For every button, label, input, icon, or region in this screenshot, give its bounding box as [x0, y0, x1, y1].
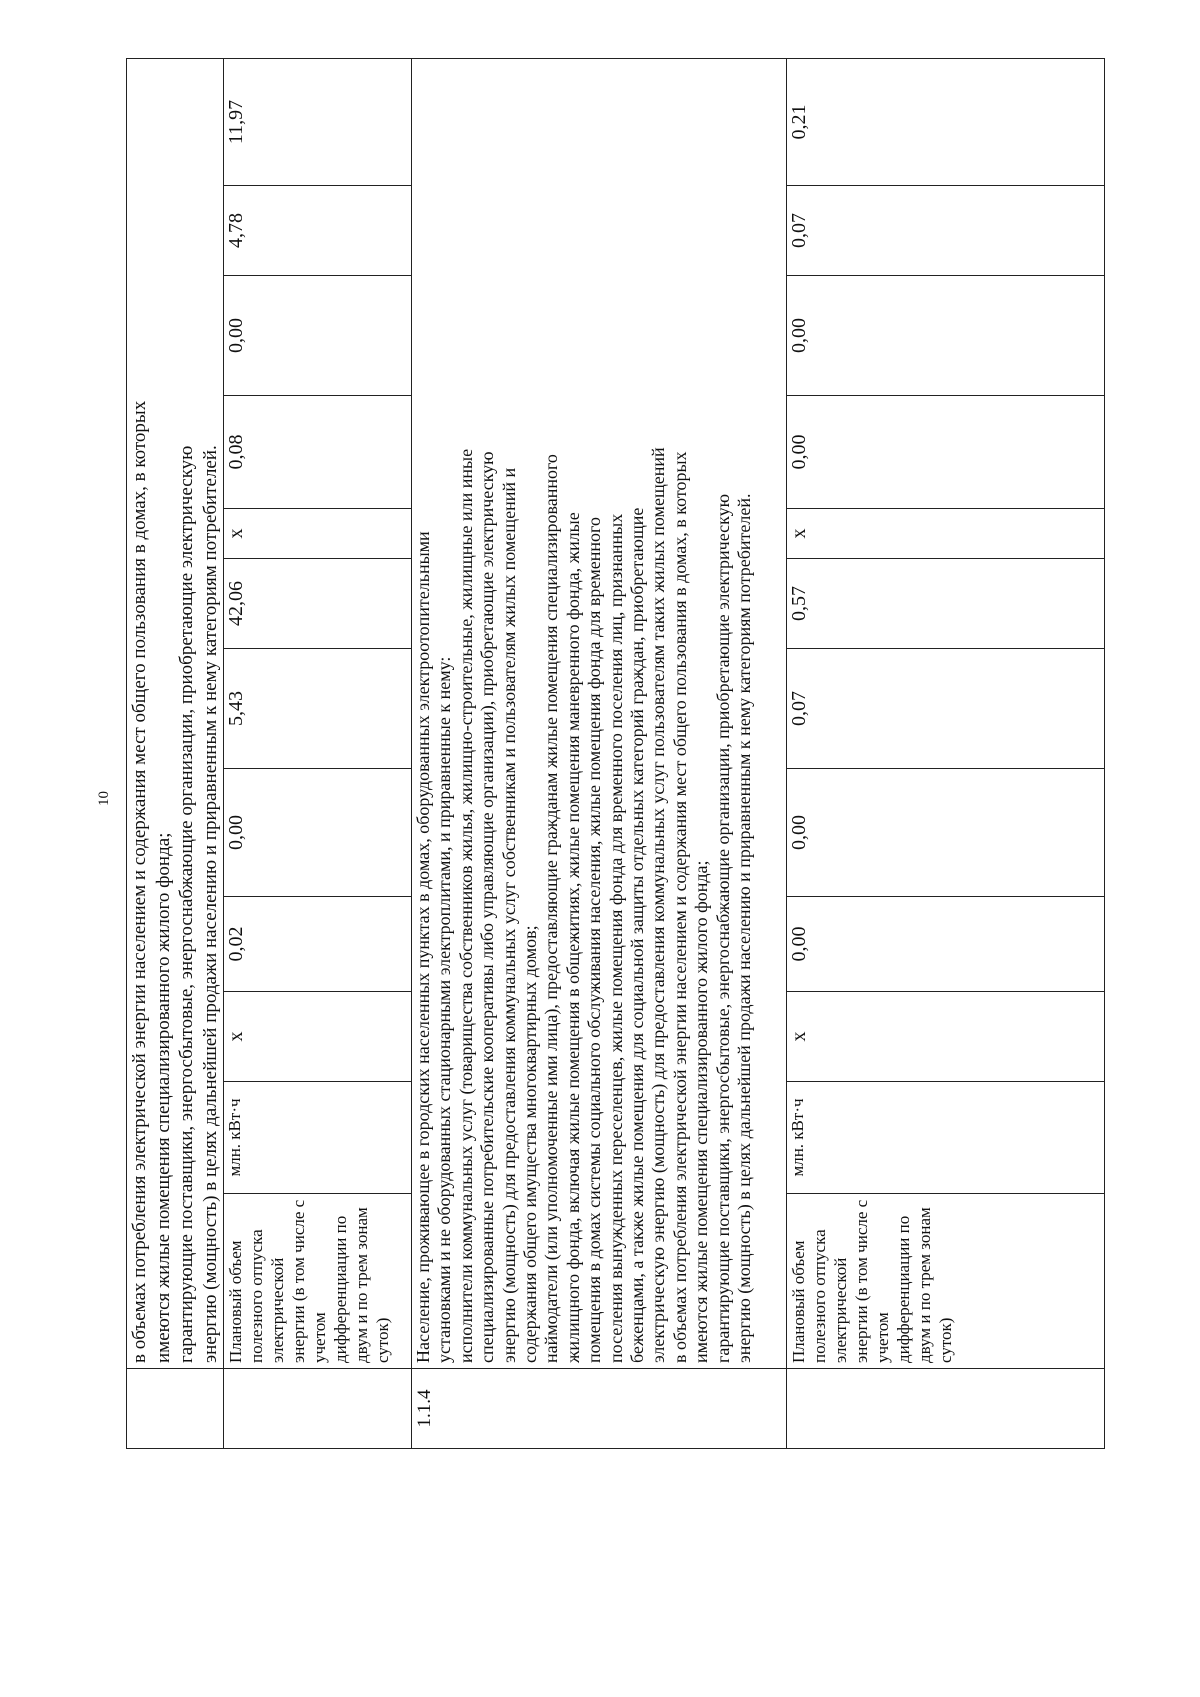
text-line: поселения вынужденных переселенцев, жилые помещения фонда для временного поселения лиц, признанных — [605, 513, 626, 1363]
page-number: 10 — [96, 791, 112, 806]
value-cell: 4,78 — [224, 186, 412, 276]
text-line: беженцами, а также жилые помещения для социальной защиты отдельных категорий граждан, приобретающие — [627, 507, 648, 1363]
value-cell: х — [787, 992, 1105, 1082]
value-cell: 0,08 — [224, 396, 412, 509]
text-line: в объемах потребления электрической энергии населением и содержания мест общего пользования в домах, в которых — [669, 451, 690, 1363]
unit-cell: млн. кВт·ч — [787, 1082, 1105, 1194]
value-cell: 0,00 — [787, 396, 1105, 509]
block-a-text-row — [127, 58, 224, 1448]
block-a-data-row — [224, 58, 412, 1448]
value-cell: 0,02 — [224, 897, 412, 992]
text-line: гарантирующие поставщики, энергосбытовые, энергоснабжающие организации, приобретающие электрическую — [176, 445, 197, 1363]
text-line: установками и не оборудованных стационарными электроплитами, и приравненные к нему: — [434, 656, 455, 1363]
text-line: исполнители коммунальных услуг (товарищества собственников жилья, жилищно-строительные, жилищные или иные — [455, 448, 476, 1363]
text-line: электрическую энергию (мощность) для предоставления коммунальных услуг пользователям таких жилых помещений — [648, 447, 669, 1363]
value-cell: х — [224, 992, 412, 1082]
value-cell: х — [224, 509, 412, 559]
text-line: гарантирующие поставщики, энергосбытовые, энергоснабжающие организации, приобретающие электрическую — [712, 493, 733, 1363]
value-cell: 0,00 — [787, 276, 1105, 396]
block-a-number-cell — [127, 1369, 224, 1449]
text-line: в объемах потребления электрической энергии населением и содержания мест общего пользования в домах, в которых — [129, 400, 150, 1363]
text-line: энергию (мощность) в целях дальнейшей продажи населению и приравненным к нему категориям потребителей. — [734, 493, 755, 1363]
text-line: энергию (мощность) для предоставления коммунальных услуг собственникам и пользователям жилых помещений и — [498, 467, 519, 1363]
text-line: Население, проживающее в городских населенных пунктах в домах, оборудованных электроотопительными — [413, 531, 433, 1363]
value-cell: 0,00 — [787, 897, 1105, 992]
value-cell: 0,07 — [787, 186, 1105, 276]
text-line: имеются жилые помещения специализированного жилого фонда; — [152, 832, 174, 1363]
tariff-table — [126, 58, 1105, 1449]
row-label: Плановый объем полезного отпуска электрической энергии (в том числе с учетом дифференциации по двум и по трем зонам суток) — [224, 1194, 412, 1369]
value-cell: 0,07 — [787, 649, 1105, 769]
block-a-description — [127, 58, 224, 1368]
value-cell: 0,00 — [787, 769, 1105, 897]
rotated-table-sheet — [126, 99, 1102, 1449]
row-label: Плановый объем полезного отпуска электрической энергии (в том числе с учетом дифференциации по двум и по трем зонам суток) — [787, 1194, 1105, 1369]
empty-number-cell — [787, 1369, 1105, 1449]
text-line: жилищного фонда, включая жилые помещения в общежитиях, жилые помещения маневренного фонда, жилые — [562, 512, 583, 1363]
value-cell: х — [787, 509, 1105, 559]
text-line: специализированные потребительские кооперативы либо управляющие организации), приобретающие электрическую — [477, 451, 498, 1363]
value-cell: 0,57 — [787, 559, 1105, 649]
unit-cell: млн. кВт·ч — [224, 1082, 412, 1194]
value-cell: 0,00 — [224, 276, 412, 396]
value-cell: 11,97 — [224, 58, 412, 185]
text-line: наймодатели (или уполномоченные ими лица), предоставляющие гражданам жилые помещения специализированного — [541, 454, 562, 1363]
text-line: содержания общего имущества многоквартирных домов; — [520, 925, 541, 1363]
text-line: энергию (мощность) в целях дальнейшей продажи населению и приравненным к нему категориям потребителей. — [199, 445, 221, 1363]
text-line: имеются жилые помещения специализированного жилого фонда; — [691, 860, 712, 1363]
item-number: 1.1.4 — [412, 1369, 787, 1449]
block-b-description — [412, 58, 787, 1368]
value-cell: 5,43 — [224, 649, 412, 769]
value-cell: 42,06 — [224, 559, 412, 649]
block-b-text-row — [412, 58, 787, 1448]
value-cell: 0,00 — [224, 769, 412, 897]
empty-number-cell — [224, 1369, 412, 1449]
block-b-data-row — [787, 58, 1105, 1448]
text-line: помещения в домах системы социального обслуживания населения, жилые помещения фонда для временного — [584, 517, 605, 1363]
value-cell: 0,21 — [787, 58, 1105, 185]
